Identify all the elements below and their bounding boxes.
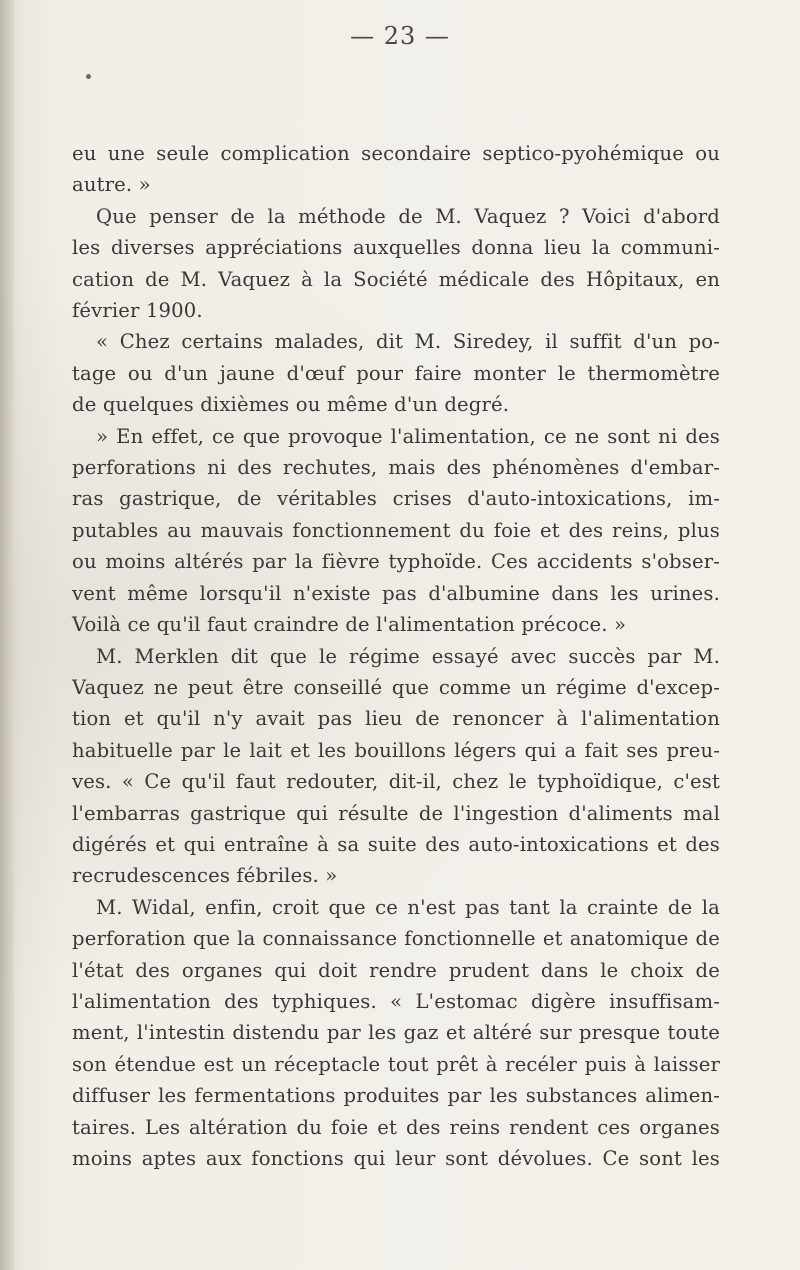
text-line: autre. » bbox=[72, 173, 151, 197]
text-line: Que penser de la méthode de M. Vaquez ? Voici d'abord bbox=[96, 204, 720, 228]
text-line: l'alimentation des typhiques. « L'estomac digère insuffisam- bbox=[72, 989, 720, 1013]
text-line: février 1900. bbox=[72, 299, 203, 323]
text-line: recrudescences fébriles. » bbox=[72, 864, 338, 888]
text-line: putables au mauvais fonctionnement du foie et des reins, plus bbox=[72, 518, 720, 542]
page-binding-edge bbox=[0, 0, 14, 1270]
text-line: ment, l'intestin distendu par les gaz et altéré sur presque toute bbox=[72, 1021, 720, 1045]
text-line: perforations ni des rechutes, mais des phénomènes d'embar- bbox=[72, 456, 720, 480]
text-line: l'embarras gastrique qui résulte de l'ingestion d'aliments mal bbox=[72, 801, 720, 825]
paragraph bbox=[72, 641, 720, 892]
text-line: eu une seule complication secondaire septico-pyohémique ou bbox=[72, 142, 720, 165]
text-line: Vaquez ne peut être conseillé que comme un régime d'excep- bbox=[72, 675, 720, 699]
text-line: cation de M. Vaquez à la Société médicale des Hôpitaux, en bbox=[72, 267, 720, 291]
text-line: vent même lorsqu'il n'existe pas d'albumine dans les urines. bbox=[72, 581, 720, 605]
text-line: habituelle par le lait et les bouillons légers qui a fait ses preu- bbox=[72, 738, 720, 762]
text-line: les diverses appréciations auxquelles donna lieu la communi- bbox=[72, 236, 720, 260]
text-line: M. Widal, enfin, croit que ce n'est pas tant la crainte de la bbox=[96, 895, 720, 919]
paragraph bbox=[72, 201, 720, 327]
text-line: son étendue est un réceptacle tout prêt à recéler puis à laisser bbox=[72, 1052, 720, 1076]
text-line: ou moins altérés par la fièvre typhoïde. Ces accidents s'obser- bbox=[72, 550, 720, 574]
text-line: de quelques dixièmes ou même d'un degré. bbox=[72, 393, 510, 417]
text-line: M. Merklen dit que le régime essayé avec succès par M. bbox=[96, 644, 720, 668]
text-line: tage ou d'un jaune d'œuf pour faire monter le thermomètre bbox=[72, 361, 720, 385]
text-line: » En effet, ce que provoque l'alimentation, ce ne sont ni des bbox=[96, 424, 720, 448]
text-line: ras gastrique, de véritables crises d'auto-intoxications, im- bbox=[72, 487, 720, 511]
paragraph bbox=[72, 421, 720, 641]
text-line: ves. « Ce qu'il faut redouter, dit-il, chez le typhoïdique, c'est bbox=[72, 770, 720, 794]
ink-speck bbox=[86, 74, 91, 79]
text-line: l'état des organes qui doit rendre prudent dans le choix de bbox=[72, 958, 720, 982]
paragraph bbox=[72, 326, 720, 420]
text-line: digérés et qui entraîne à sa suite des auto-intoxications et des bbox=[72, 832, 720, 856]
text-line: taires. Les altération du foie et des reins rendent ces organes bbox=[72, 1115, 720, 1139]
body-text bbox=[72, 138, 720, 1174]
text-line: moins aptes aux fonctions qui leur sont dévolues. Ce sont les bbox=[72, 1147, 720, 1170]
text-line: tion et qu'il n'y avait pas lieu de renoncer à l'alimentation bbox=[72, 707, 720, 731]
paragraph bbox=[72, 892, 720, 1175]
text-line: perforation que la connaissance fonctionnelle et anatomique de bbox=[72, 927, 720, 951]
text-line: « Chez certains malades, dit M. Siredey, il suffit d'un po- bbox=[96, 330, 720, 354]
paragraph bbox=[72, 138, 720, 201]
text-line: diffuser les fermentations produites par les substances alimen- bbox=[72, 1084, 720, 1108]
text-line: Voilà ce qu'il faut craindre de l'alimentation précoce. » bbox=[72, 613, 627, 637]
page-number: — 23 — bbox=[350, 22, 450, 50]
